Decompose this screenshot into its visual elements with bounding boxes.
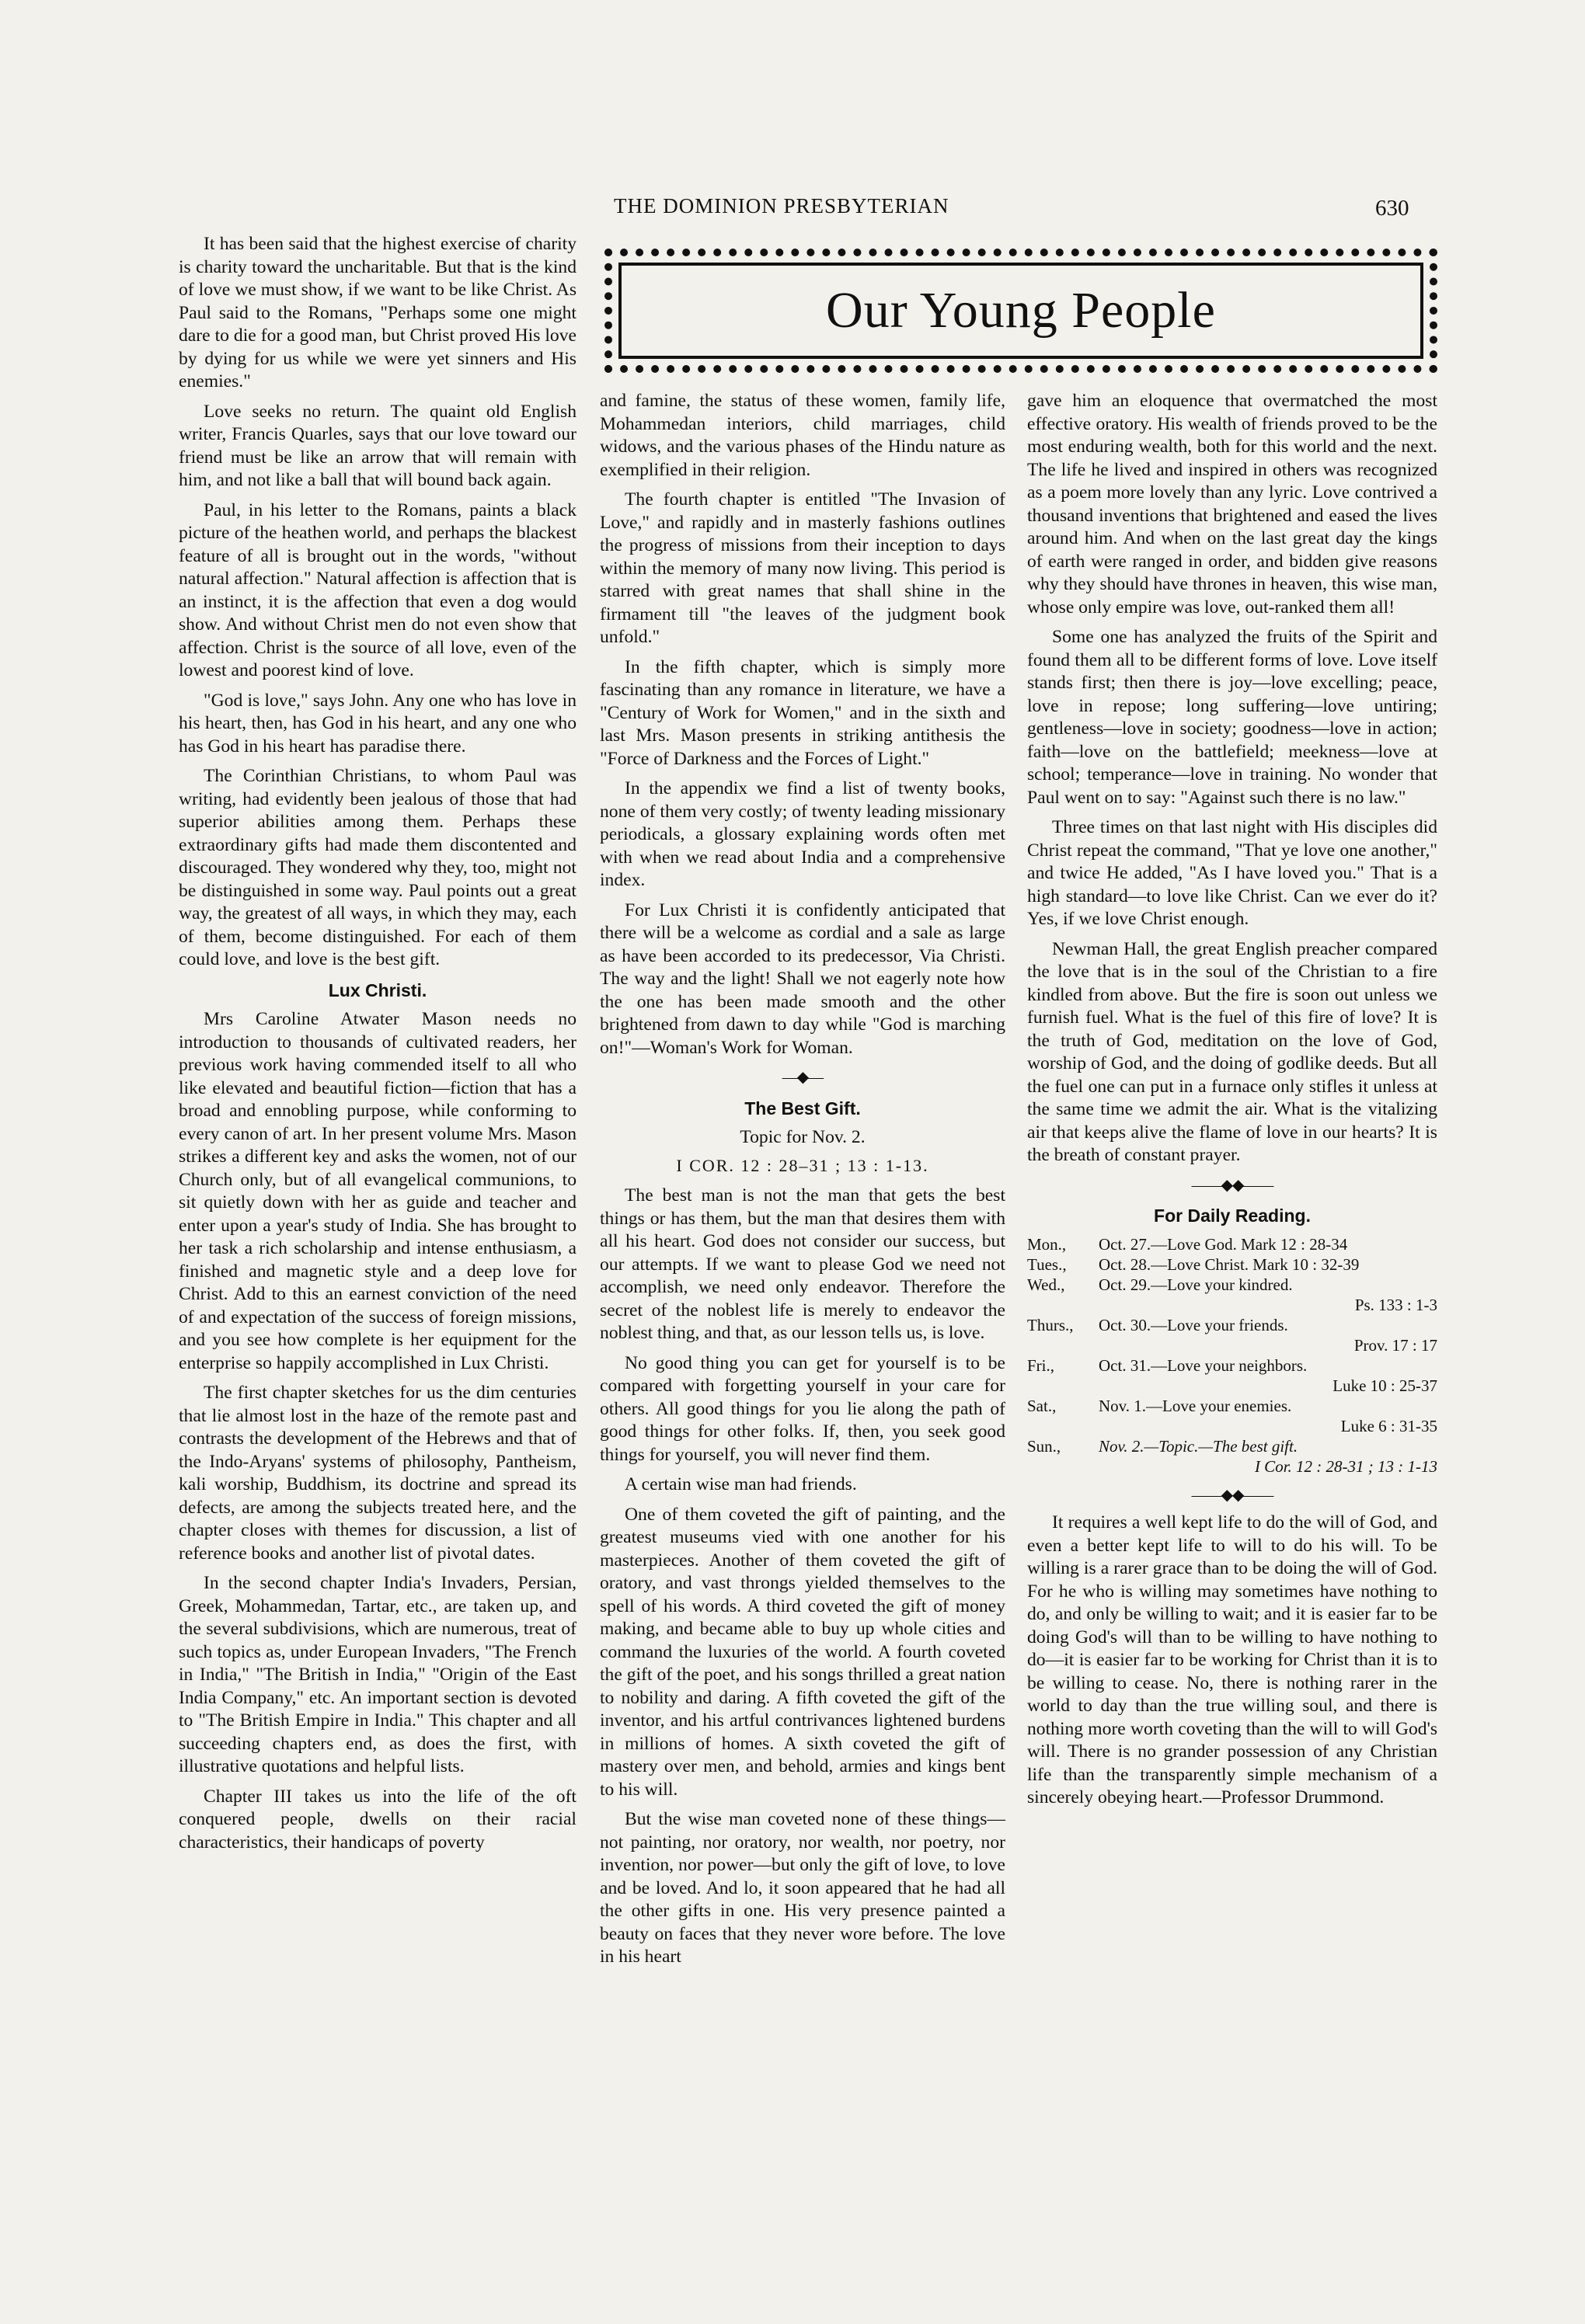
paragraph: and famine, the status of these women, family life, Mohammedan interiors, child marriages, child widows, and the various phases of the Hindu nature as exemplified in their religion. [600,391,1005,480]
section-banner [604,249,1437,373]
paragraph: In the second chapter India's Invaders, Persian, Greek, Mohammedan, Tartar, etc., are taken up, and the several subdivisions, which are numerous, treat of such topics as, under European Invaders, "The French in India," "The British in India," "Origin of the East India Company," etc. An important section is devoted to "The British Empire in India." This chapter and all succeeding chapters end, as does the first, with illustrative quotations and helpful lists. [179,1573,577,1776]
page-number: 630 [1375,196,1409,221]
reading-row [1027,1234,1437,1254]
reading-day: Mon., [1027,1234,1067,1254]
reading-text: Nov. 2.—Topic.—The best gift. [1099,1436,1298,1456]
reading-reference: I Cor. 12 : 28-31 ; 13 : 1-13 [1254,1456,1437,1476]
paragraph: Three times on that last night with His disciples did Christ repeat the command, "That ye love one another," and twice He added, "As I have loved you." That is a high standard—to love like Christ. Can we ever do it? Yes, if we love Christ enough. [1027,817,1437,929]
reading-reference: Luke 10 : 25-37 [1332,1376,1437,1395]
running-head: THE DOMINION PRESBYTERIAN [614,194,949,217]
reading-text: Oct. 31.—Love your neighbors. [1099,1355,1308,1375]
reading-text: Oct. 30.—Love your friends. [1099,1315,1288,1334]
section-divider: ——◆◆—— [1191,1176,1273,1194]
paragraph: Paul, in his letter to the Romans, paints a black picture of the heathen world, and perhaps the blackest feature of all is brought out in the words, "without natural affection." Natural affection is affection that is an instinct, it is the affection that even a dog would show. And without Christ men do not even show that affection. Christ is the source of all love, even of the lowest and poorest kind of love. [179,499,577,680]
reading-day: Sat., [1027,1396,1057,1415]
reading-row [1027,1254,1437,1275]
paragraph: For Lux Christi it is confidently anticipated that there will be a welcome as cordial and a sale as large as have been accorded to its predecessor, Via Christi. The way and the light! Shall we not eagerly note how the one has been made smooth and the other brightened from dawn to day while "God is marching on!"—Woman's Work for Woman. [600,899,1005,1058]
paragraph: But the wise man coveted none of these things—not painting, nor oratory, nor wealth, nor poetry, nor invention, nor power—but only the gift of love, to love and be loved. And lo, it soon appeared that he had all the other gifts in one. His very presence painted a beauty on faces that they never wore before. The love in his heart [600,1809,1005,1967]
paragraph: The first chapter sketches for us the dim centuries that lie almost lost in the haze of the remote past and contrasts the development of the Hebrews and that of the Indo-Aryans' systems of philosophy, Pantheism, kali worship, Buddhism, its doctrine and spread its defects, are among the subjects treated here, and the chapter closes with themes for discussion, a list of reference books and another list of pivotal dates. [179,1383,577,1564]
paragraph: It has been said that the highest exercise of charity is charity toward the uncharitable. But that is the kind of love we must show, if we want to be like Christ. As Paul said to the Romans, "Perhaps some one might dare to die for a good man, but Christ proved His love by dying for us while we were yet sinners and His enemies." [179,234,577,391]
paragraph: The best man is not the man that gets the best things or has them, but the man that desires them with all his heart. God does not consider our success, but our attempts. If we want to please God we need not accomplish, we need only endeavor. Therefore the secret of the noblest life is merely to endeavor the noblest thing, and that, as our lesson tells us, is love. [600,1185,1005,1343]
paragraph: The fourth chapter is entitled "The Invasion of Love," and rapidly and in masterly fashions outlines the progress of missions from their inception to days within the memory of many now living. This period is starred with great names that shall shine in the firmament till "the leaves of the judgment book unfold." [600,489,1005,647]
reading-row [1027,1396,1437,1416]
paragraph: The Corinthian Christians, to whom Paul was writing, had evidently been jealous of those that had superior abilities among them. Perhaps these extraordinary gifts had made them discontented and discouraged. They wondered why they, too, might not be distinguished in some way. Paul points out a great way, the greatest of all ways, in which they may, each of them, become distinguished. For each of them could love, and love is the best gift. [179,766,577,969]
reading-row [1027,1355,1437,1376]
reading-day: Sun., [1027,1436,1061,1456]
paragraph: It requires a well kept life to do the will of God, and even a better kept life to will to do his will. To be willing is a rarer grace than to be doing the will of God. For he who is willing may sometimes have nothing to do, and only be willing to wait; and it is easier far to be doing God's will than to be willing to have nothing to do—it is easier far to be working for Christ than it is to be willing to cease. No, there is nothing rarer in the world to day than the true willing soul, and there is nothing more worth coveting than the will to will God's will. There is no grander possession of any Christian life than the transparently simple mechanism of a sincerely obeying heart.—Professor Drummond. [1027,1512,1437,1807]
reading-reference: Prov. 17 : 17 [1353,1335,1437,1355]
paragraph: In the appendix we find a list of twenty books, none of them very costly; of twenty leading missionary periodicals, a glossary explaining words often met with when we read about India and a comprehensive index. [600,778,1005,890]
reading-text: Nov. 1.—Love your enemies. [1099,1396,1292,1415]
paragraph: Love seeks no return. The quaint old English writer, Francis Quarles, says that our love toward our friend must be like an arrow that will remain with him, and not like a ball that will bound back again. [179,401,577,490]
paragraph: gave him an eloquence that overmatched the most effective oratory. His wealth of friends proved to be the most enduring wealth, both for this world and the next. The life he lived and inspired in others was recognized as a poem more lovely than any lyric. Love contrived a thousand inventions that brightened and eased the lives around him. And when on the last great day the kings of earth were ranged in order, and bidden give reasons why they should have thrones in heaven, this wise man, whose only empire was love, out-ranked them all! [1027,391,1437,618]
column-2 [600,390,1005,1976]
paragraph: One of them coveted the gift of painting, and the greatest museums vied with one another for his masterpieces. Another of them coveted the gift of oratory, and vast throngs yielded themselves to the spell of his words. A third coveted the gift of money making, and became able to buy up whole cities and command the luxuries of the world. A fourth coveted the gift of the poet, and his songs thrilled a great nation to nobility and daring. A fifth coveted the gift of the inventor, and his artful contrivances lightened burdens in millions of homes. A sixth coveted the gift of mastery over men, and behold, armies and kings bent to his will. [600,1504,1005,1800]
best-gift-heading: The Best Gift. [744,1098,861,1119]
reading-text: Oct. 27.—Love God. Mark 12 : 28-34 [1099,1234,1348,1254]
reading-day: Fri., [1027,1355,1055,1375]
paragraph: No good thing you can get for yourself is to be compared with forgetting yourself in your care for others. All good things for you lie along the path of good things for other folks. If, then, you seek good things for yourself, you will never find them. [600,1352,1005,1465]
scripture-reference: I COR. 12 : 28–31 ; 13 : 1-13. [676,1155,929,1175]
reading-reference: Luke 6 : 31-35 [1340,1416,1437,1435]
reading-day: Thurs., [1027,1315,1074,1334]
banner-title: Our Young People [826,282,1216,339]
reading-row [1027,1436,1437,1456]
column-3 [1027,390,1437,1817]
daily-reading-heading: For Daily Reading. [1154,1205,1311,1226]
reading-row [1027,1275,1437,1295]
paragraph: Newman Hall, the great English preacher compared the love that is in the soul of the Christian to a fire kindled from above. But the fire is soon out unless we furnish fuel. What is the fuel of this fire of love? It is the truth of God, meditation on the love of God, worship of God, and the doing of godlike deeds. But all the fuel one can put in a furnace only stifles it unless at the same time we admit the air. What is the vitalizing air that keeps alive the flame of love in our hearts? It is the breath of constant prayer. [1027,938,1437,1165]
paragraph: Mrs Caroline Atwater Mason needs no introduction to thousands of cultivated readers, her previous work having commended itself to all who like elevated and beautiful fiction—fiction that has a broad and ennobling purpose, while conforming to every canon of art. In her present volume Mrs. Mason strikes a different key and asks the women, not of our Church only, but of all evangelical communions, to sit quietly down with her as guide and teacher and enter upon a year's study of India. She has brought to her task a rich scholarship and intense enthusiasm, a finished and magnetic style and a deep love for Christ. Add to this an earnest conviction of the need of and expectation of the success of foreign missions, and you see how complete is her equipment for the enterprise so happily accomplished in Lux Christi. [179,1009,577,1373]
reading-text: Oct. 28.—Love Christ. Mark 10 : 32-39 [1099,1254,1360,1274]
section-divider: —◆— [782,1069,824,1086]
paragraph: In the fifth chapter, which is simply more fascinating than any romance in literature, we have a "Century of Work for Women," and in the sixth and last Mrs. Mason presents in striking antithesis the "Force of Darkness and the Forces of Light." [600,656,1005,769]
daily-reading-list [1027,1234,1437,1477]
paragraph: Some one has analyzed the fruits of the Spirit and found them all to be different forms of love. Love itself stands first; then there is joy—love excelling; peace, love in repose; long suffering—love untiring; gentleness—love in society; goodness—love in action; faith—love on the battlefield; meekness—love at school; temperance—love in training. No wonder that Paul went on to say: "Against such there is no law." [1027,627,1437,808]
lux-christi-heading: Lux Christi. [328,979,427,1000]
paragraph: Chapter III takes us into the life of the oft conquered people, dwells on their racial characteristics, their handicaps of poverty [179,1786,577,1853]
reading-reference: Ps. 133 : 1-3 [1354,1295,1437,1314]
paragraph: "God is love," says John. Any one who has love in his heart, then, has God in his heart, and any one who has God in his heart has paradise there. [179,690,577,757]
reading-row [1027,1315,1437,1335]
reading-day: Wed., [1027,1275,1065,1294]
reading-text: Oct. 29.—Love your kindred. [1099,1275,1293,1294]
column-1 [179,233,577,1861]
reading-day: Tues., [1027,1254,1067,1274]
topic-line: Topic for Nov. 2. [740,1127,866,1147]
paragraph: A certain wise man had friends. [625,1474,857,1494]
section-divider: ——◆◆—— [1191,1486,1273,1504]
